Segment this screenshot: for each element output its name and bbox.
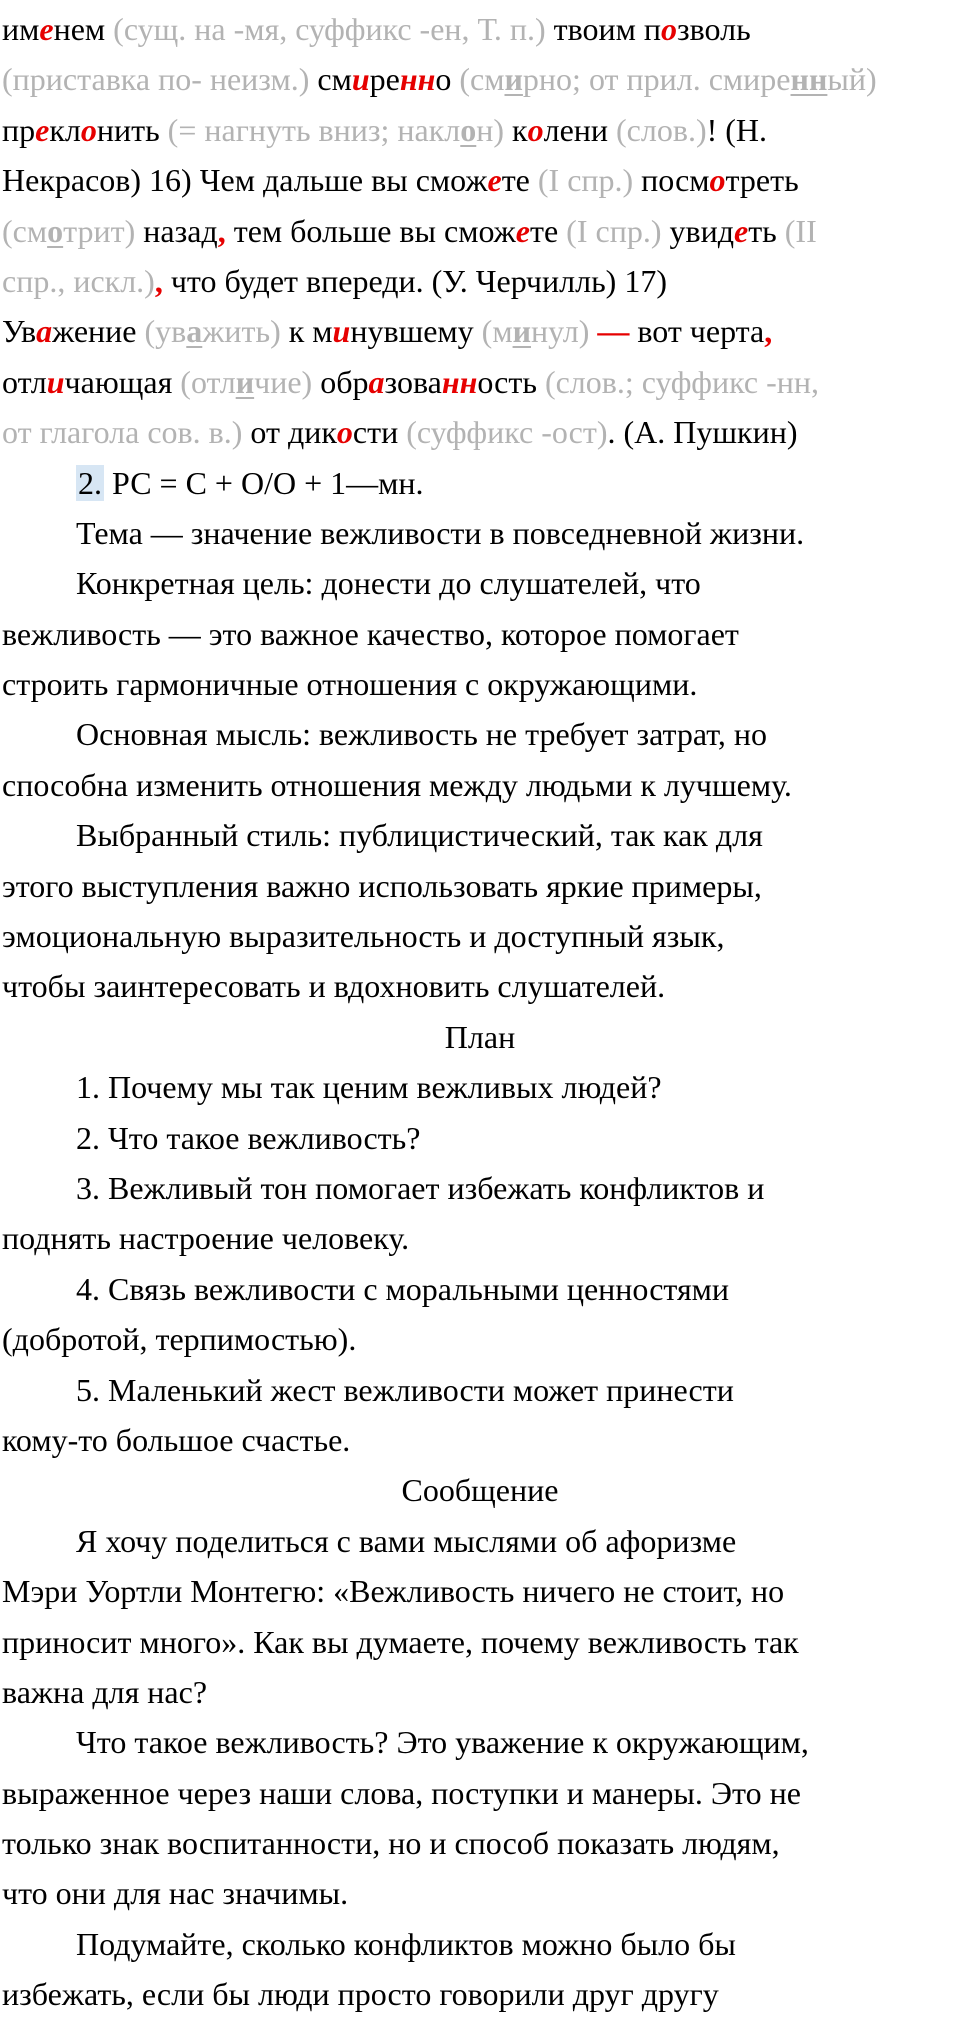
- text: Некрасов) 16) Чем дальше вы смож: [2, 162, 488, 199]
- annotation: (см: [2, 212, 48, 249]
- annotation: ый): [827, 61, 877, 98]
- plan-item: 4. Связь вежливости с моральными ценностями: [76, 1270, 730, 1307]
- text: ре: [369, 61, 400, 98]
- text: треть: [725, 162, 799, 199]
- theme-line: Тема — значение вежливости в повседневной жизни.: [76, 514, 805, 551]
- text: им: [2, 11, 40, 47]
- text: те: [501, 162, 538, 199]
- orthogram-letter: о: [80, 111, 97, 148]
- annotation: рно; от прил. смире: [522, 61, 791, 98]
- orthogram-letter: е: [39, 11, 54, 47]
- fragment-line-9: [0, 407, 960, 457]
- annotation: (= нагнуть вниз; накл: [167, 111, 461, 148]
- punctuation-mark: ,: [764, 313, 773, 350]
- text: Ув: [2, 313, 37, 350]
- message-paragraph-line: выраженное через наши слова, поступки и манеры. Это не: [2, 1774, 801, 1811]
- plan-item-continuation: поднять настроение человеку.: [2, 1220, 410, 1257]
- text: ! (Н.: [706, 111, 768, 148]
- annotation: (сущ. на -мя, суффикс -ен, Т. п.): [113, 11, 546, 47]
- message-heading: Сообщение: [401, 1472, 559, 1509]
- annotation: (II: [784, 212, 817, 249]
- orthogram-letter: нн: [399, 61, 436, 98]
- plan-item-continuation: (добротой, терпимостью).: [2, 1321, 357, 1358]
- annotation: (слов.): [616, 111, 707, 148]
- text: от дик: [242, 414, 337, 451]
- annotation: (ув: [144, 313, 187, 350]
- text: назад: [135, 212, 218, 249]
- fragment-line-2: [0, 54, 960, 104]
- text: жение: [52, 313, 145, 350]
- fragment-line-4: [0, 155, 960, 205]
- plan-item: 3. Вежливый тон помогает избежать конфликтов и: [76, 1169, 765, 1206]
- annotation: н): [476, 111, 505, 148]
- annotation-underlined: о: [460, 111, 477, 148]
- message-paragraph-line: что они для нас значимы.: [2, 1875, 349, 1912]
- orthogram-letter: о: [709, 162, 726, 199]
- goal-line: вежливость — это важное качество, которое помогает: [2, 615, 739, 652]
- annotation: трит): [63, 212, 136, 249]
- orthogram-letter: нн: [441, 363, 478, 400]
- plan-item: 5. Маленький жест вежливости может принести: [76, 1371, 734, 1408]
- text: твоим п: [545, 11, 662, 47]
- fragment-line-6: [0, 256, 960, 306]
- fragment-line-7: [0, 306, 960, 356]
- text: зволь: [677, 11, 751, 47]
- annotation: (I спр.): [566, 212, 662, 249]
- fragment-line-8: [0, 357, 960, 407]
- text: нить: [96, 111, 168, 148]
- document-page: [0, 4, 960, 2020]
- message-paragraph-line: Я хочу поделиться с вами мыслями об афоризме: [76, 1522, 737, 1559]
- annotation: чие): [254, 363, 313, 400]
- orthogram-letter: е: [733, 212, 749, 249]
- annotation: (приставка по- неизм.): [2, 61, 310, 98]
- orthogram-letter: и: [351, 61, 370, 98]
- punctuation-mark: ,: [217, 212, 226, 249]
- style-line: этого выступления важно использовать яркие примеры,: [2, 867, 762, 904]
- text: к: [504, 111, 528, 148]
- annotation: (м: [481, 313, 513, 350]
- annotation: (слов.; суффикс -нн,: [544, 363, 820, 400]
- dash-mark: —: [589, 313, 638, 350]
- punctuation-mark: ,: [154, 262, 163, 299]
- orthogram-letter: о: [661, 11, 678, 47]
- text: нем: [53, 11, 114, 47]
- annotation-underlined: о: [47, 212, 64, 249]
- orthogram-letter: е: [35, 111, 50, 148]
- message-paragraph-line: Мэри Уортли Монтегю: «Вежливость ничего не стоит, но: [2, 1573, 785, 1610]
- orthogram-letter: е: [515, 212, 530, 249]
- orthogram-letter: и: [332, 313, 351, 350]
- orthogram-letter: а: [368, 363, 385, 400]
- annotation: (суффикс -ост): [406, 414, 608, 451]
- text: см: [309, 61, 352, 98]
- style-line: эмоциональную выразительность и доступный язык,: [2, 918, 725, 955]
- text: . (А. Пушкин): [607, 414, 798, 451]
- message-paragraph-line: важна для нас?: [2, 1673, 208, 1710]
- fragment-line-5: [0, 206, 960, 256]
- annotation: (отл: [180, 363, 236, 400]
- plan-item: 1. Почему мы так ценим вежливых людей?: [76, 1069, 662, 1106]
- text: ть: [748, 212, 785, 249]
- main-idea-line: Основная мысль: вежливость не требует затрат, но: [76, 716, 767, 753]
- text: посм: [633, 162, 710, 199]
- text: ость: [477, 363, 545, 400]
- formula-text: РС = С + О/О + 1—мн.: [104, 464, 424, 501]
- text: обр: [312, 363, 369, 400]
- plan-item-continuation: кому-то большое счастье.: [2, 1421, 351, 1458]
- annotation-underlined: и: [512, 313, 531, 350]
- annotation: жить): [202, 313, 281, 350]
- orthogram-letter: о: [336, 414, 353, 451]
- annotation: спр., искл.): [2, 262, 155, 299]
- text: чающая: [64, 363, 181, 400]
- annotation-underlined: нн: [790, 61, 828, 98]
- style-line: Выбранный стиль: публицистический, так как для: [76, 817, 763, 854]
- main-idea-line: способна изменить отношения между людьми к лучшему.: [2, 766, 792, 803]
- text: кл: [49, 111, 81, 148]
- orthogram-letter: о: [527, 111, 544, 148]
- annotation-underlined: и: [235, 363, 255, 400]
- text: тем больше вы смож: [225, 212, 516, 249]
- message-paragraph-line: Что такое вежливость? Это уважение к окружающим,: [76, 1724, 809, 1761]
- text: те: [529, 212, 567, 249]
- plan-heading: План: [444, 1018, 516, 1055]
- goal-line: Конкретная цель: донести до слушателей, что: [76, 565, 701, 602]
- text: отл: [2, 363, 47, 400]
- message-paragraph-line: избежать, если бы люди просто говорили друг другу: [2, 1976, 719, 2013]
- orthogram-letter: е: [487, 162, 502, 199]
- message-paragraph-line: приносит много». Как вы думаете, почему вежливость так: [2, 1623, 799, 1660]
- annotation: (см: [459, 61, 505, 98]
- text: нувшему: [350, 313, 482, 350]
- text: что будет впереди. (У. Черчилль) 17): [162, 262, 667, 299]
- plan-item: 2. Что такое вежливость?: [76, 1119, 421, 1156]
- text: вот черта: [637, 313, 765, 350]
- text: к м: [280, 313, 333, 350]
- goal-line: строить гармоничные отношения с окружающими.: [2, 666, 698, 703]
- annotation: от глагола сов. в.): [2, 414, 243, 451]
- annotation-underlined: а: [186, 313, 203, 350]
- orthogram-letter: а: [36, 313, 53, 350]
- message-paragraph-line: только знак воспитанности, но и способ показать людям,: [2, 1825, 780, 1862]
- style-line: чтобы заинтересовать и вдохновить слушателей.: [2, 968, 666, 1005]
- orthogram-letter: и: [46, 363, 65, 400]
- text: о: [435, 61, 460, 98]
- section-2-formula: [0, 458, 960, 508]
- fragment-line-3: [0, 105, 960, 155]
- text: пр: [2, 111, 36, 148]
- annotation: нул): [531, 313, 590, 350]
- text: зова: [384, 363, 442, 400]
- fragment-line-1: [0, 4, 960, 54]
- section-number: 2.: [78, 464, 102, 501]
- annotation-underlined: и: [504, 61, 523, 98]
- message-paragraph-line: Подумайте, сколько конфликтов можно было бы: [76, 1925, 736, 1962]
- text: сти: [352, 414, 407, 451]
- annotation: (I спр.): [537, 162, 634, 199]
- text: лени: [543, 111, 617, 148]
- text: увид: [661, 212, 734, 249]
